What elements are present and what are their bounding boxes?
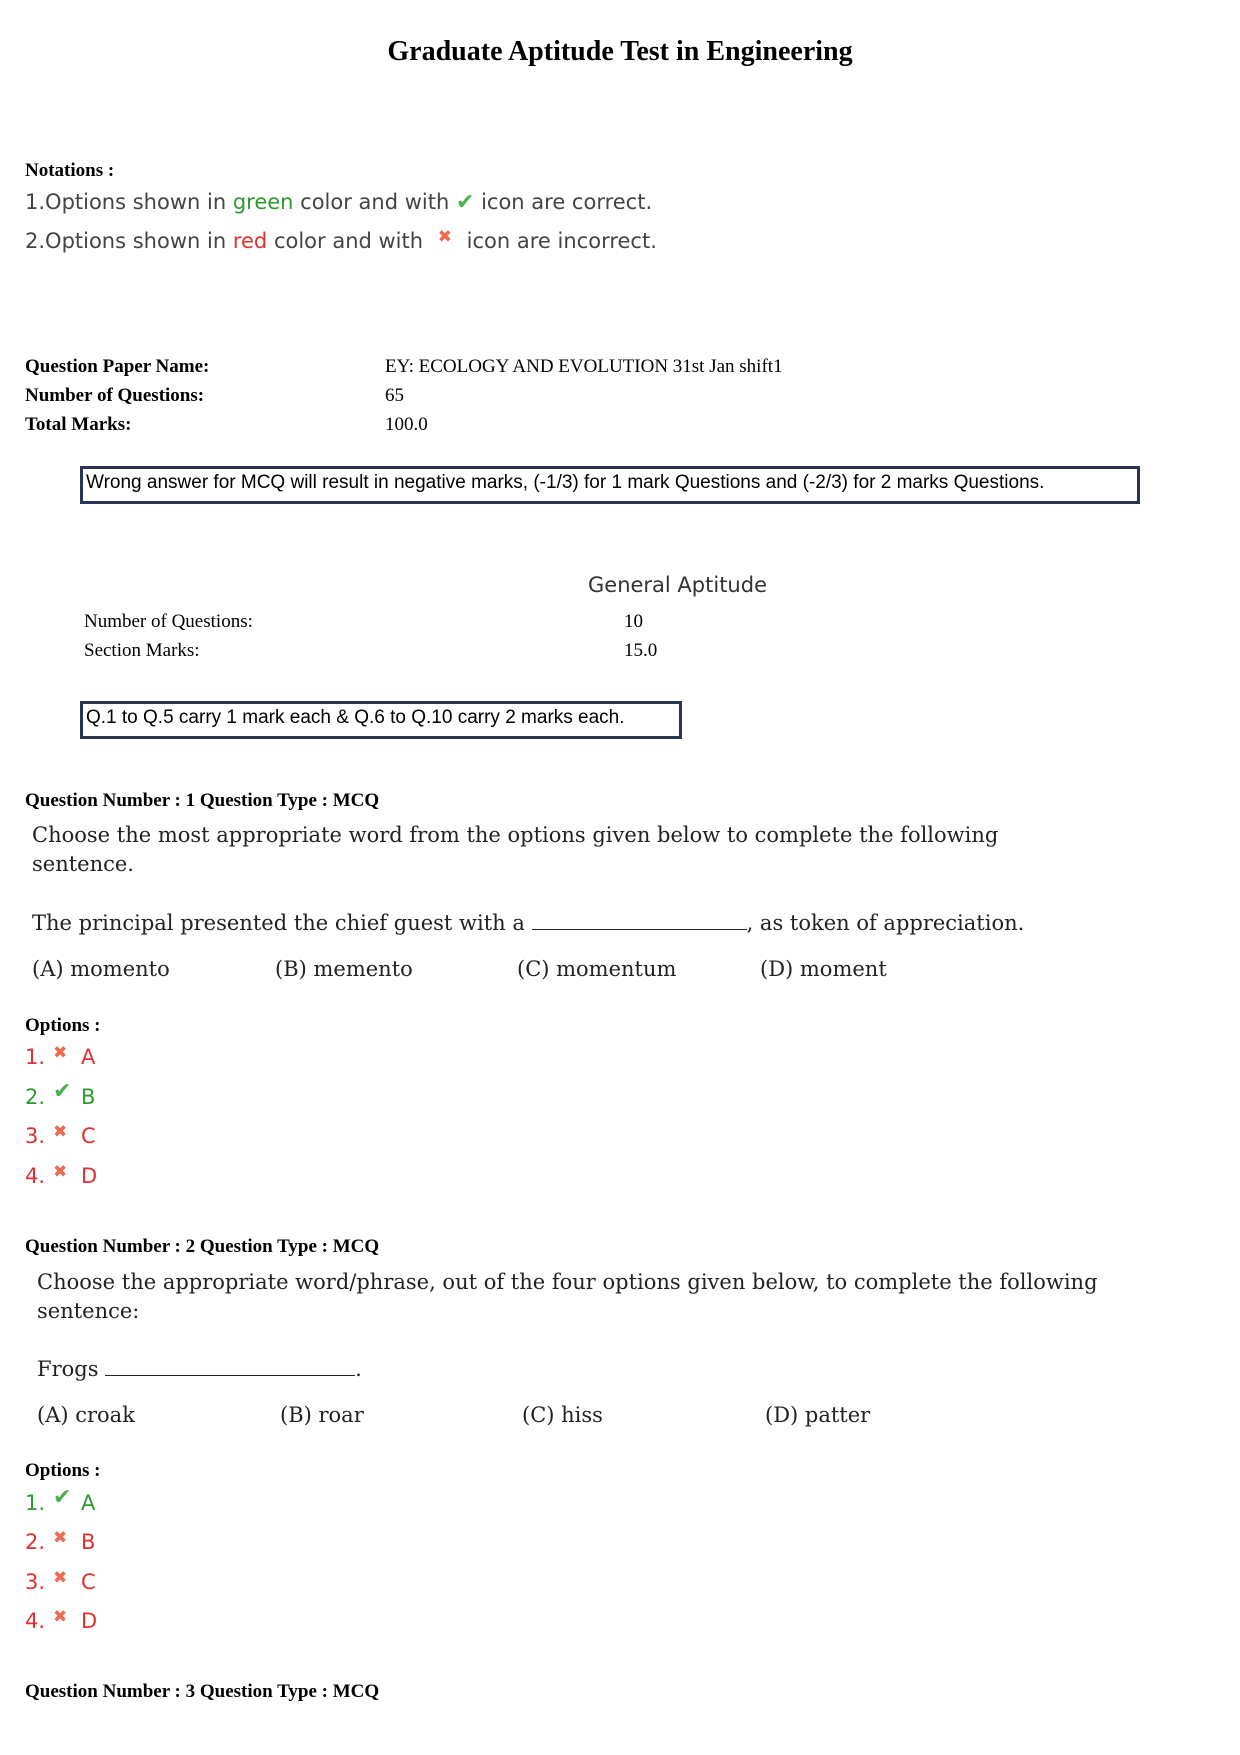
paper-name-label: Question Paper Name:	[25, 356, 210, 377]
question-1-header: Question Number : 1 Question Type : MCQ	[25, 790, 380, 811]
question-1-choice-d: (D) moment	[760, 957, 887, 981]
notation-correct: 1.Options shown in green color and with ✔ icon are correct.	[25, 190, 653, 215]
question-2-option-4: 4. ✖ D	[25, 1607, 98, 1633]
question-2-choice-b: (B) roar	[280, 1403, 364, 1427]
question-1-text-line1: Choose the most appropriate word from the options given below to complete the following	[32, 823, 999, 847]
question-2-choice-a: (A) croak	[37, 1403, 135, 1427]
question-1-option-4: 4. ✖ D	[25, 1162, 98, 1188]
question-1-option-2: 2. ✔ B	[25, 1079, 96, 1109]
question-1-option-1: 1. ✖ A	[25, 1043, 96, 1069]
page-title: Graduate Aptitude Test in Engineering	[387, 36, 853, 67]
cross-icon: ✖	[53, 1162, 68, 1182]
question-1-sentence: The principal presented the chief guest with a , as token of appreciation.	[32, 911, 1025, 935]
question-2-option-3: 3. ✖ C	[25, 1568, 96, 1594]
question-2-options-label: Options :	[25, 1460, 101, 1481]
question-2-text-line1: Choose the appropriate word/phrase, out of the four options given below, to complete the following	[37, 1270, 1098, 1294]
check-icon: ✔	[455, 190, 475, 215]
section-marks-label: Section Marks:	[84, 640, 200, 661]
question-1-text-line2: sentence.	[32, 852, 134, 876]
negative-marks-note: Wrong answer for MCQ will result in negative marks, (-1/3) for 1 mark Questions and (-2/3) for 2 marks Questions.	[80, 466, 1140, 504]
section-count-label: Number of Questions:	[84, 611, 253, 632]
question-count-value: 65	[385, 385, 404, 406]
section-marks-value: 15.0	[624, 640, 658, 661]
notation-incorrect: 2.Options shown in red color and with ✖ icon are incorrect.	[25, 227, 657, 253]
cross-icon: ✖	[53, 1607, 68, 1627]
notations-heading: Notations :	[25, 160, 115, 181]
green-word: green	[232, 190, 294, 214]
cross-icon: ✖	[53, 1122, 68, 1142]
question-count-label: Number of Questions:	[25, 385, 205, 406]
question-1-choice-b: (B) memento	[275, 957, 413, 981]
red-word: red	[232, 229, 268, 253]
answer-blank	[532, 911, 747, 930]
answer-blank	[105, 1357, 355, 1376]
question-1-choice-a: (A) momento	[32, 957, 170, 981]
cross-icon: ✖	[53, 1043, 68, 1063]
question-2-header: Question Number : 2 Question Type : MCQ	[25, 1236, 380, 1257]
question-2-choice-c: (C) hiss	[522, 1403, 603, 1427]
cross-icon: ✖	[437, 227, 452, 247]
section-count-value: 10	[624, 611, 643, 632]
question-2-option-1: 1. ✔ A	[25, 1485, 96, 1515]
question-2-sentence: Frogs .	[37, 1357, 362, 1381]
paper-name-value: EY: ECOLOGY AND EVOLUTION 31st Jan shift1	[385, 356, 783, 377]
question-2-option-2: 2. ✖ B	[25, 1528, 96, 1554]
section-title: General Aptitude	[588, 573, 767, 597]
section-note: Q.1 to Q.5 carry 1 mark each & Q.6 to Q.10 carry 2 marks each.	[80, 701, 682, 739]
check-icon: ✔	[53, 1079, 72, 1104]
question-1-option-3: 3. ✖ C	[25, 1122, 96, 1148]
question-3-header: Question Number : 3 Question Type : MCQ	[25, 1681, 380, 1702]
question-1-options-label: Options :	[25, 1015, 101, 1036]
check-icon: ✔	[53, 1485, 72, 1510]
cross-icon: ✖	[53, 1568, 68, 1588]
cross-icon: ✖	[53, 1528, 68, 1548]
total-marks-label: Total Marks:	[25, 414, 132, 435]
question-2-text-line2: sentence:	[37, 1299, 140, 1323]
total-marks-value: 100.0	[385, 414, 428, 435]
question-1-choice-c: (C) momentum	[517, 957, 677, 981]
question-2-choice-d: (D) patter	[765, 1403, 871, 1427]
